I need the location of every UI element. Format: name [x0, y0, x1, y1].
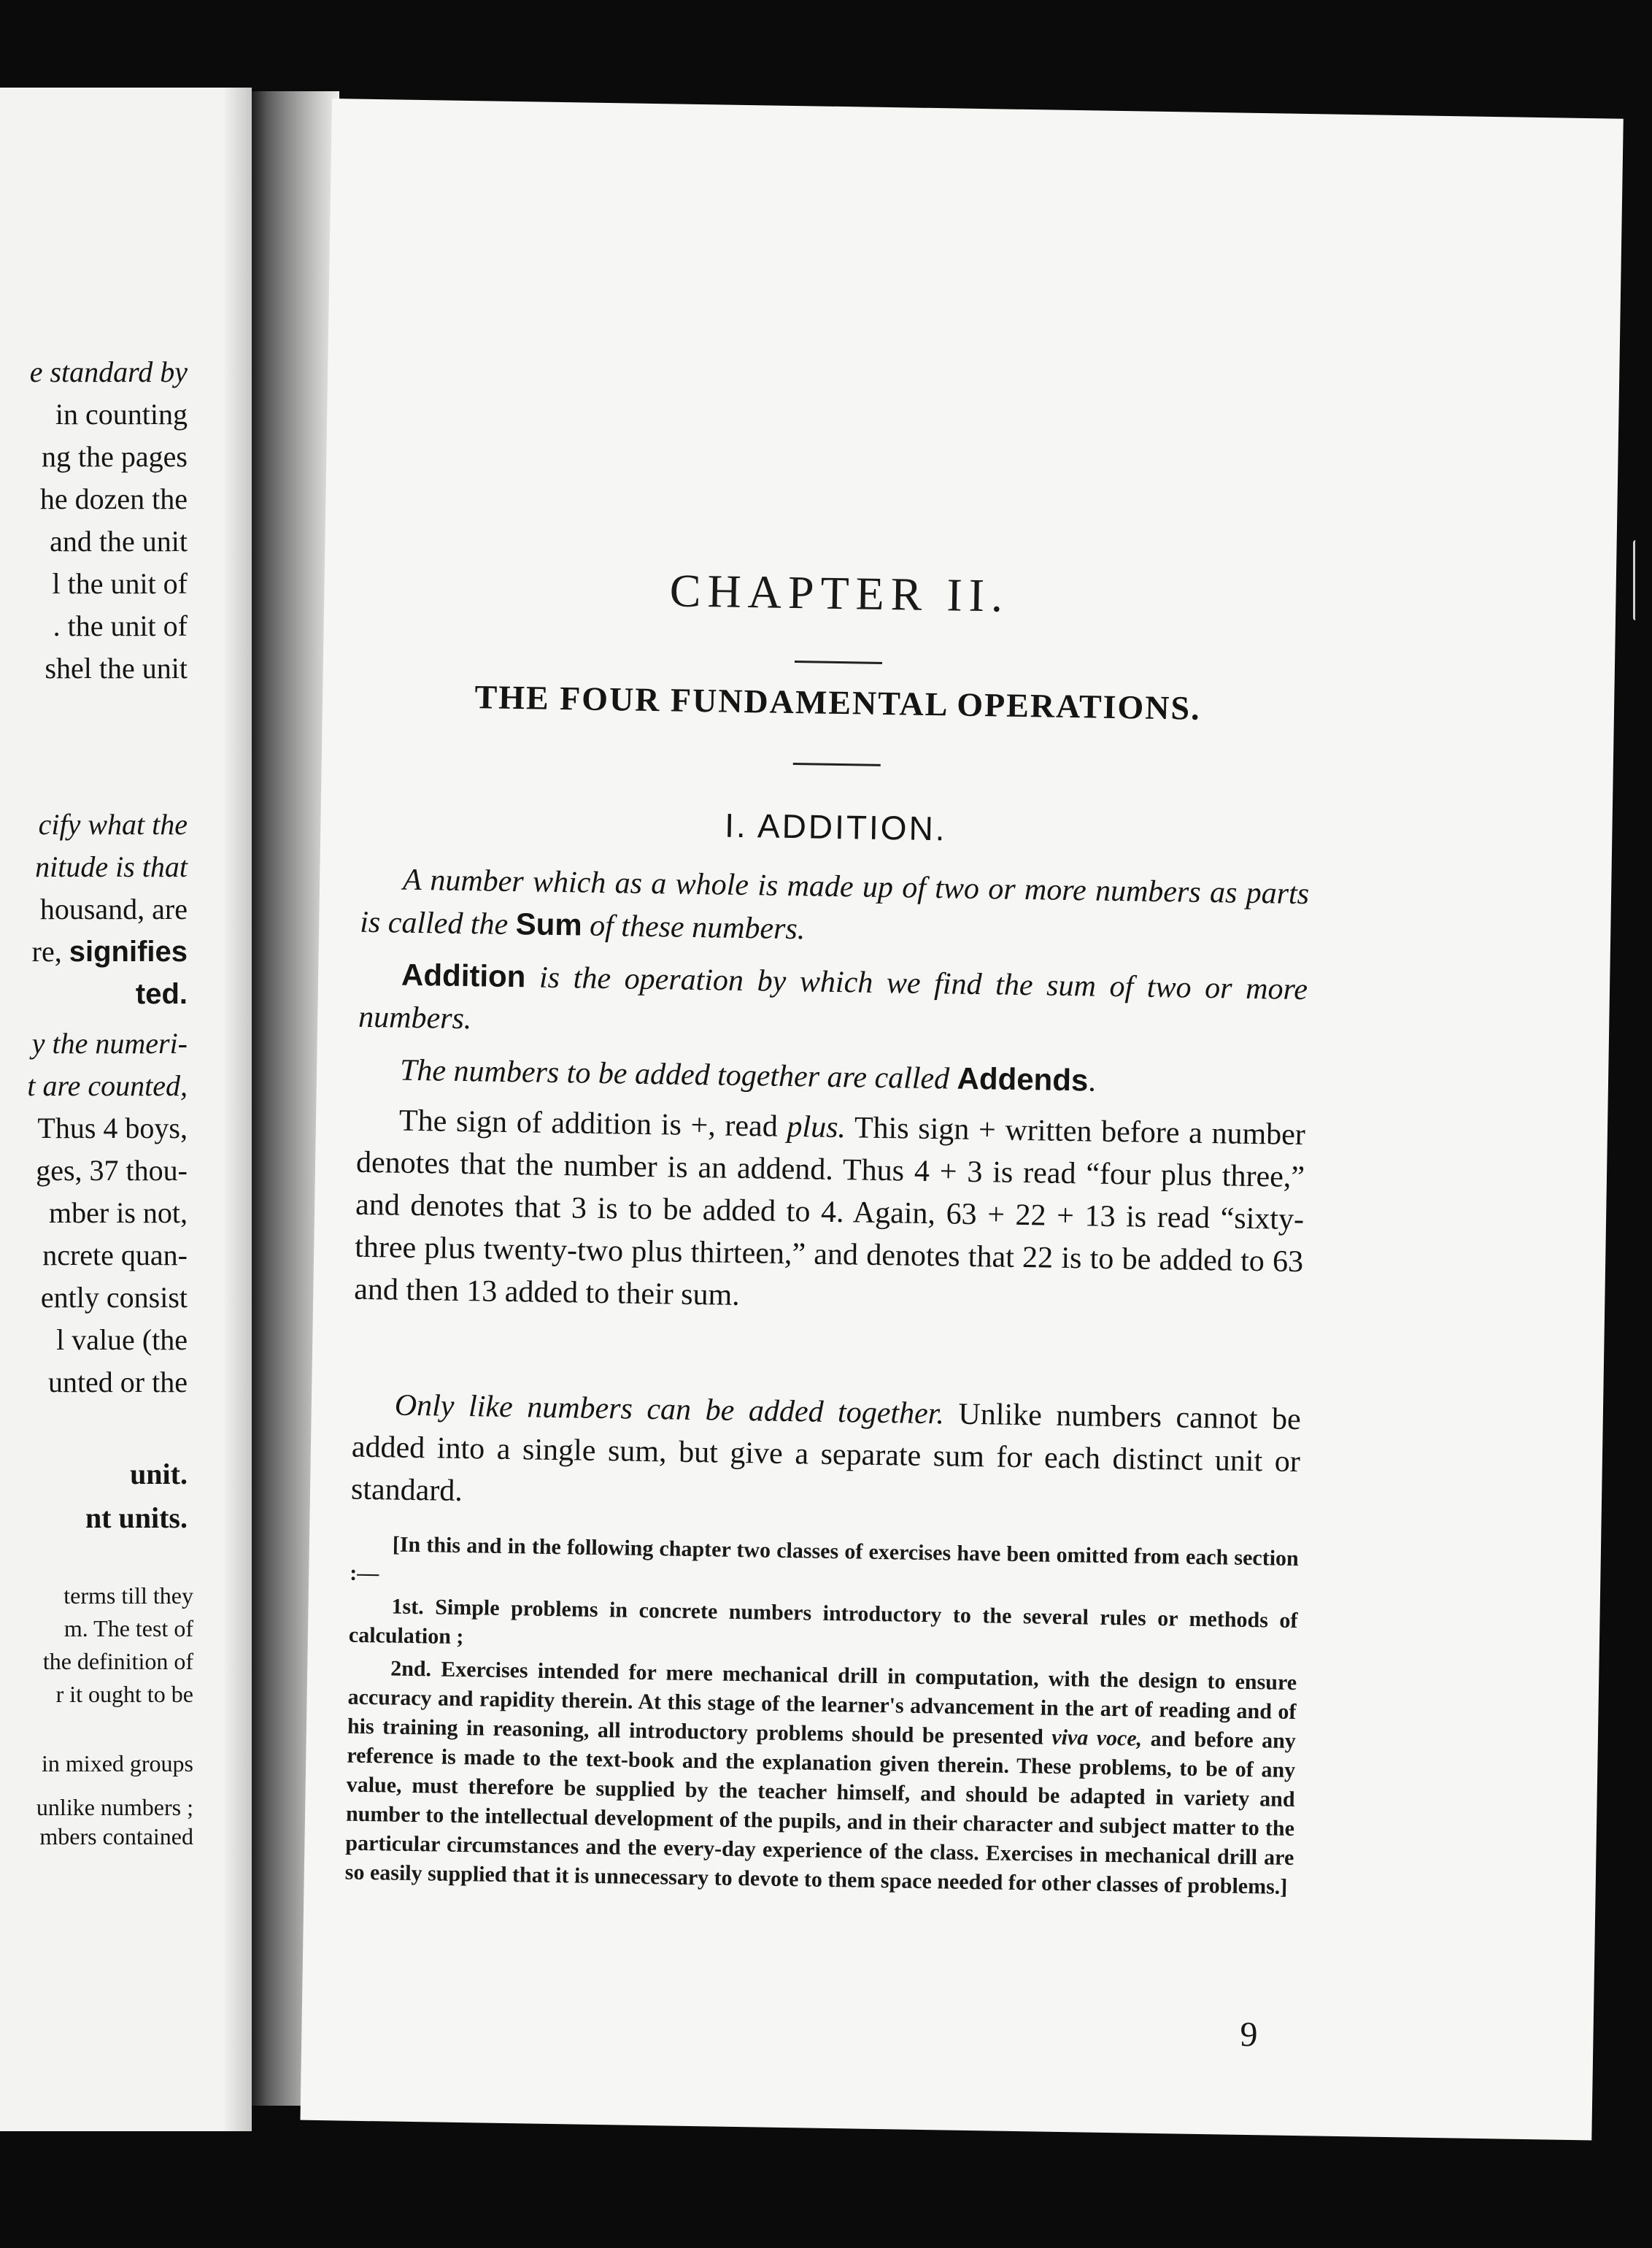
left-page-line: mbers contained	[39, 1823, 193, 1849]
book-page	[300, 99, 1623, 2140]
left-page-line: ently consist	[40, 1281, 188, 1314]
left-page-line: shel the unit	[45, 652, 188, 685]
plus-word: plus.	[787, 1109, 846, 1145]
editor-note-second	[345, 1654, 1297, 1902]
definition-sum	[360, 858, 1310, 958]
note-second-rest: and before any reference is made to the text-book and the explanation given therein. These problems, to be of any value, must therefore be supplied by the teacher himself, and should be adapted in variety and number to the intellectual development of the pupils, and in their character and subject matter to the particular circumstances and the every-day experience of the class. Exercises in mechanical drill are so easily supplied that it is unnecessary to devote to them space needed for other classes of problems.]	[344, 1726, 1297, 1899]
page-gutter-shadow	[223, 88, 252, 2131]
left-page-line: nitude is that	[35, 850, 188, 883]
definition-sum-text: A number which as a whole is made up of two or more numbers as parts is called the	[359, 863, 1310, 942]
left-page-line: unit.	[130, 1458, 188, 1490]
sign-paragraph-rest: This sign + written before a number denotes that the number is an addend. Thus 4 + 3 is read “four plus three,” and denotes that 3 is to be added to 4. Again, 63 + 22 + 13 is read “sixty-three plus twenty-two plus thirteen,” and denotes that 22 is to be added to 63 and then 13 added to their sum.	[354, 1111, 1306, 1312]
left-page-line: m. The test of	[63, 1615, 193, 1641]
left-page-line: ncrete quan-	[42, 1239, 188, 1271]
left-page-line: housand, are	[39, 893, 188, 925]
term-addends: Addends	[957, 1061, 1089, 1098]
previous-page-fragment	[0, 88, 252, 2131]
left-page-line: re, signifies	[31, 935, 188, 968]
left-page-line: the definition of	[42, 1648, 193, 1674]
left-page-line: ges, 37 thou-	[36, 1154, 188, 1187]
left-page-line: and the unit	[50, 525, 188, 558]
left-page-line: cify what the	[38, 808, 188, 841]
left-page-line: l value (the	[56, 1323, 188, 1356]
left-page-line: in mixed groups	[42, 1750, 193, 1777]
page-edge-mark	[1633, 540, 1638, 620]
left-page-line: y the numeri-	[31, 1027, 188, 1060]
left-page-line: r it ought to be	[55, 1681, 193, 1707]
page-content	[344, 99, 1321, 2055]
heading-rule-bottom	[793, 763, 881, 766]
left-page-line: t are counted,	[27, 1069, 188, 1102]
term-addition: Addition	[401, 957, 526, 994]
definition-addition	[358, 953, 1308, 1053]
definition-addends-tail: .	[1087, 1064, 1097, 1098]
chapter-title: THE FOUR FUNDAMENTAL OPERATIONS.	[474, 678, 1201, 727]
left-page-line: . the unit of	[53, 609, 188, 642]
definition-addends-text: The numbers to be added together are called	[399, 1053, 958, 1096]
left-page-line: mber is not,	[49, 1196, 188, 1229]
definition-addition-text: is the operation by which we find the sum of two or more numbers.	[358, 961, 1308, 1036]
sign-of-addition-paragraph	[354, 1099, 1305, 1325]
left-page-line: ted.	[135, 978, 188, 1010]
definition-sum-tail: of these numbers.	[582, 909, 806, 947]
chapter-heading: CHAPTER II.	[669, 564, 1010, 622]
heading-rule-top	[795, 661, 882, 664]
sign-paragraph-start: The sign of addition is +, read	[398, 1104, 787, 1144]
like-numbers-rule: Only like numbers can be added together.	[394, 1388, 945, 1431]
section-heading: I. ADDITION.	[724, 806, 947, 848]
left-page-line: in counting	[55, 398, 188, 431]
left-page-line: Thus 4 boys,	[37, 1112, 188, 1144]
left-page-line: nt units.	[85, 1501, 188, 1534]
left-page-line: ng the pages	[42, 440, 188, 473]
like-numbers-paragraph	[351, 1384, 1302, 1525]
editor-note-first: 1st. Simple problems in concrete numbers introductory to the several rules or methods of calculation ;	[348, 1594, 1298, 1650]
left-page-line: unlike numbers ;	[36, 1794, 193, 1820]
note-second-start: 2nd. Exercises intended for mere mechanical drill in computation, with the design to ensure accuracy and rapidity therein. At this stage of the learner's advancement in the art of reading and of his training in reasoning, all introductory problems should be presented	[347, 1656, 1297, 1749]
page-number: 9	[1240, 2014, 1258, 2055]
like-numbers-rest: Unlike numbers cannot be added into a single sum, but give a separate sum for each distinct unit or standard.	[350, 1397, 1302, 1509]
left-page-line: l the unit of	[52, 567, 188, 600]
left-page-line: e standard by	[29, 355, 188, 388]
definition-addends	[358, 1048, 1307, 1106]
note-viva-voce: viva voce,	[1051, 1725, 1143, 1751]
editor-note-intro: [In this and in the following chapter two classes of exercises have been omitted from each section :—	[350, 1532, 1299, 1586]
left-page-line: terms till they	[63, 1582, 193, 1609]
term-sum: Sum	[515, 906, 583, 942]
left-page-line: unted or the	[47, 1366, 188, 1398]
left-page-line: he dozen the	[39, 482, 188, 515]
